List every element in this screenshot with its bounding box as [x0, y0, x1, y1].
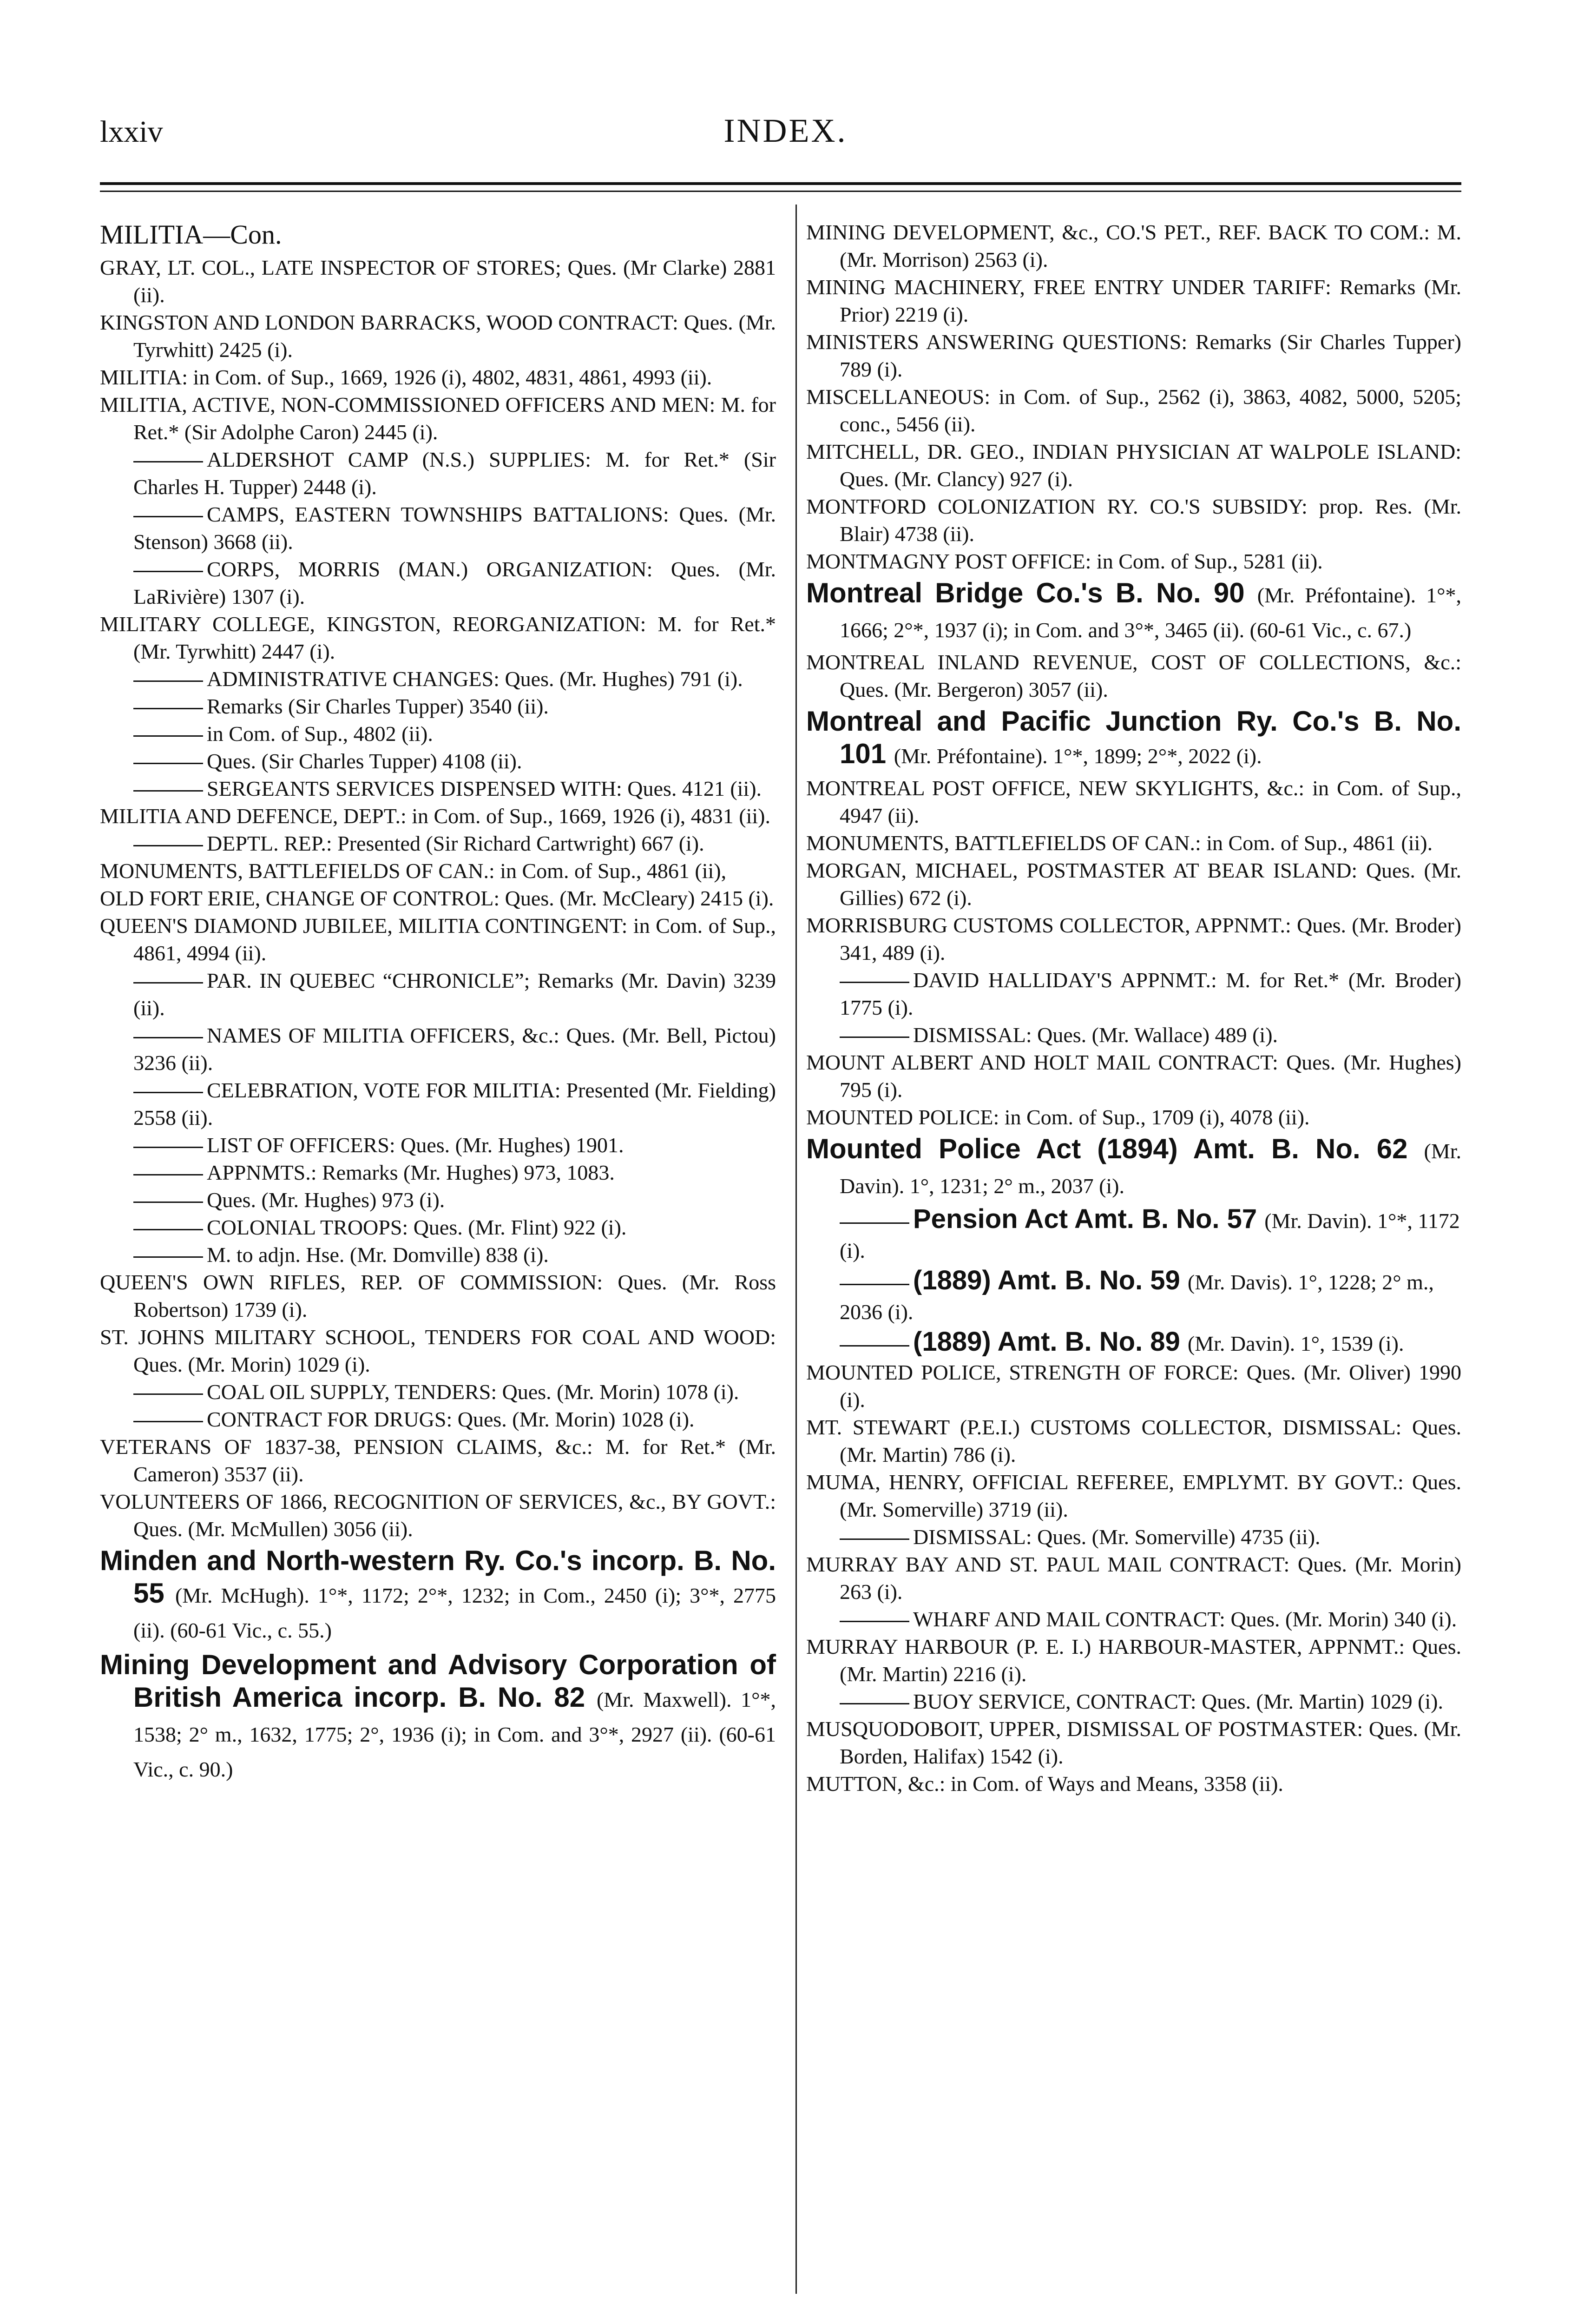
- index-entry: MORRISBURG CUSTOMS COLLECTOR, APPNMT.: Ques. (Mr. Broder) 341, 489 (i).: [806, 913, 1461, 964]
- subentry-text: Ques. (Sir Charles Tupper) 4108 (ii).: [207, 749, 522, 773]
- index-entry: MONTFORD COLONIZATION RY. CO.'S SUBSIDY: prop. Res. (Mr. Blair) 4738 (ii).: [806, 495, 1461, 546]
- section-heading: MILITIA—Con.: [100, 219, 282, 250]
- bill-details: (Mr. McHugh). 1°*, 1172; 2°*, 1232; in Com., 2450 (i); 3°*, 2775 (ii). (60-61 Vic., c. 55.): [133, 1584, 776, 1642]
- ditto-dash: [133, 1256, 203, 1258]
- ditto-dash: [133, 1202, 203, 1203]
- index-subentry: [806, 1688, 1461, 1715]
- bill-title: Mining Development and Advisory Corporation of British America incorp. B. No. 82: [100, 1649, 776, 1713]
- index-entry: MITCHELL, DR. GEO., INDIAN PHYSICIAN AT WALPOLE ISLAND: Ques. (Mr. Clancy) 927 (i).: [806, 440, 1461, 491]
- column-divider: [795, 205, 797, 2294]
- bill-title: Minden and North-western Ry. Co.'s incorp. B. No. 55: [100, 1545, 776, 1609]
- ditto-dash: [133, 1174, 203, 1175]
- index-subentry: [100, 967, 776, 1022]
- bill-details: (Mr. Maxwell). 1°*, 1538; 2° m., 1632, 1775; 2°, 1936 (i); in Com. and 3°*, 2927 (ii). (60-61 Vic., c. 90.): [133, 1688, 776, 1781]
- ditto-dash: [133, 680, 203, 682]
- index-subentry: [100, 446, 776, 501]
- index-entry: MURRAY HARBOUR (P. E. I.) HARBOUR-MASTER, APPNMT.: Ques. (Mr. Martin) 2216 (i).: [806, 1635, 1461, 1686]
- ditto-dash: [133, 461, 203, 462]
- index-subentry: [100, 1131, 776, 1159]
- bill-title: Montreal Bridge Co.'s B. No. 90: [806, 577, 1257, 608]
- index-subentry: [100, 1022, 776, 1076]
- bill-title: (1889) Amt. B. No. 59: [913, 1265, 1188, 1295]
- bill-details: (Mr. Davis). 1°, 1228; 2° m., 2036 (i).: [840, 1270, 1434, 1324]
- index-entry: MILITIA: in Com. of Sup., 1669, 1926 (i), 4802, 4831, 4861, 4993 (ii).: [100, 365, 712, 389]
- index-entry: MINING MACHINERY, FREE ENTRY UNDER TARIFF: Remarks (Mr. Prior) 2219 (i).: [806, 275, 1461, 326]
- ditto-dash: [840, 1284, 909, 1285]
- index-entry: ST. JOHNS MILITARY SCHOOL, TENDERS FOR COAL AND WOOD: Ques. (Mr. Morin) 1029 (i).: [100, 1325, 776, 1376]
- index-entry: MOUNTED POLICE: in Com. of Sup., 1709 (i), 4078 (ii).: [806, 1105, 1310, 1129]
- index-subentry: [100, 665, 776, 693]
- index-subentry: [100, 1159, 776, 1186]
- index-subentry: [100, 747, 776, 775]
- index-entry: MISCELLANEOUS: in Com. of Sup., 2562 (i), 3863, 4082, 5000, 5205; conc., 5456 (ii).: [806, 385, 1461, 436]
- index-entry: MONTREAL INLAND REVENUE, COST OF COLLECTIONS, &c.: Ques. (Mr. Bergeron) 3057 (ii).: [806, 650, 1461, 701]
- index-entry: MORGAN, MICHAEL, POSTMASTER AT BEAR ISLAND: Ques. (Mr. Gillies) 672 (i).: [806, 858, 1461, 910]
- index-entry: GRAY, LT. COL., LATE INSPECTOR OF STORES; Ques. (Mr Clarke) 2881 (ii).: [100, 256, 776, 307]
- index-subentry: [100, 555, 776, 610]
- subentry-text: SERGEANTS SERVICES DISPENSED WITH: Ques. 4121 (ii).: [207, 777, 762, 800]
- bill-entry: [806, 1133, 1461, 1202]
- index-subentry: [100, 1241, 776, 1268]
- index-entry: MONTREAL POST OFFICE, NEW SKYLIGHTS, &c.: in Com. of Sup., 4947 (ii).: [806, 776, 1461, 827]
- ditto-dash: [133, 790, 203, 792]
- bill-subentry: [806, 1327, 1461, 1359]
- ditto-dash: [133, 1037, 203, 1038]
- index-subentry: [806, 1021, 1461, 1049]
- index-entry: MONTMAGNY POST OFFICE: in Com. of Sup., 5281 (ii).: [806, 549, 1323, 573]
- subentry-text: NAMES OF MILITIA OFFICERS, &c.: Ques. (Mr. Bell, Pictou) 3236 (ii).: [133, 1023, 776, 1075]
- page-number: lxxiv: [100, 115, 163, 149]
- left-column: [100, 218, 776, 1788]
- ditto-dash: [840, 1222, 909, 1224]
- page-title: INDEX.: [723, 112, 848, 149]
- bill-entry: [806, 577, 1461, 647]
- ditto-dash: [133, 763, 203, 764]
- subentry-text: PAR. IN QUEBEC “CHRONICLE”; Remarks (Mr. Davin) 3239 (ii).: [133, 969, 776, 1020]
- bill-subentry: [806, 1266, 1461, 1327]
- ditto-dash: [133, 571, 203, 572]
- index-subentry: [100, 1186, 776, 1214]
- bill-title: (1889) Amt. B. No. 89: [913, 1327, 1188, 1357]
- bill-details: (Mr. Préfontaine). 1°*, 1666; 2°*, 1937 (i); in Com. and 3°*, 3465 (ii). (60-61 Vic., c. 67.): [840, 583, 1461, 642]
- subentry-text: in Com. of Sup., 4802 (ii).: [207, 722, 433, 746]
- bill-entry: [806, 705, 1461, 772]
- ditto-dash: [133, 1147, 203, 1148]
- subentry-text: WHARF AND MAIL CONTRACT: Ques. (Mr. Morin) 340 (i).: [913, 1607, 1457, 1631]
- ditto-dash: [133, 1229, 203, 1230]
- index-subentry: [100, 1076, 776, 1131]
- subentry-text: DAVID HALLIDAY'S APPNMT.: M. for Ret.* (Mr. Broder) 1775 (i).: [840, 968, 1461, 1019]
- subentry-text: DISMISSAL: Ques. (Mr. Wallace) 489 (i).: [913, 1023, 1278, 1047]
- header-rule-thin: [100, 191, 1461, 192]
- index-subentry: [100, 1378, 776, 1406]
- index-entry: MT. STEWART (P.E.I.) CUSTOMS COLLECTOR, DISMISSAL: Ques. (Mr. Martin) 786 (i).: [806, 1415, 1461, 1466]
- subentry-text: CAMPS, EASTERN TOWNSHIPS BATTALIONS: Ques. (Mr. Stenson) 3668 (ii).: [133, 502, 776, 554]
- index-subentry: [806, 966, 1461, 1021]
- subentry-text: COLONIAL TROOPS: Ques. (Mr. Flint) 922 (i).: [207, 1215, 627, 1239]
- index-entry: MOUNTED POLICE, STRENGTH OF FORCE: Ques. (Mr. Oliver) 1990 (i).: [806, 1360, 1461, 1412]
- subentry-text: ADMINISTRATIVE CHANGES: Ques. (Mr. Hughes) 791 (i).: [207, 667, 743, 691]
- bill-entry: [100, 1649, 776, 1786]
- subentry-text: APPNMTS.: Remarks (Mr. Hughes) 973, 1083.: [207, 1161, 615, 1184]
- index-subentry: [806, 1605, 1461, 1633]
- header-rule: [100, 182, 1461, 185]
- ditto-dash: [840, 982, 909, 983]
- bill-subentry: [806, 1204, 1461, 1266]
- subentry-text: M. to adjn. Hse. (Mr. Domville) 838 (i).: [207, 1243, 549, 1267]
- index-entry: MONUMENTS, BATTLEFIELDS OF CAN.: in Com. of Sup., 4861 (ii),: [100, 859, 727, 883]
- subentry-text: CONTRACT FOR DRUGS: Ques. (Mr. Morin) 1028 (i).: [207, 1407, 695, 1431]
- ditto-dash: [840, 1345, 909, 1347]
- bill-details: (Mr. Davin). 1°, 1231; 2° m., 2037 (i).: [840, 1139, 1461, 1198]
- subentry-text: CELEBRATION, VOTE FOR MILITIA: Presented (Mr. Fielding) 2558 (ii).: [133, 1078, 776, 1129]
- index-entry: QUEEN'S OWN RIFLES, REP. OF COMMISSION: Ques. (Mr. Ross Robertson) 1739 (i).: [100, 1270, 776, 1321]
- index-entry: MILITARY COLLEGE, KINGSTON, REORGANIZATION: M. for Ret.* (Mr. Tyrwhitt) 2447 (i).: [100, 612, 776, 663]
- index-entry: KINGSTON AND LONDON BARRACKS, WOOD CONTRACT: Ques. (Mr. Tyrwhitt) 2425 (i).: [100, 310, 776, 362]
- index-subentry: [100, 720, 776, 747]
- subentry-text: Ques. (Mr. Hughes) 973 (i).: [207, 1188, 445, 1212]
- index-subentry: [100, 775, 776, 802]
- subentry-text: ALDERSHOT CAMP (N.S.) SUPPLIES: M. for Ret.* (Sir Charles H. Tupper) 2448 (i).: [133, 448, 776, 499]
- bill-details: (Mr. Davin). 1°*, 1172 (i).: [840, 1209, 1460, 1262]
- subentry-text: COAL OIL SUPPLY, TENDERS: Ques. (Mr. Morin) 1078 (i).: [207, 1380, 739, 1404]
- index-entry: VOLUNTEERS OF 1866, RECOGNITION OF SERVICES, &c., BY GOVT.: Ques. (Mr. McMullen) 3056 (ii).: [100, 1490, 776, 1541]
- subentry-text: LIST OF OFFICERS: Ques. (Mr. Hughes) 1901.: [207, 1133, 624, 1157]
- bill-entry: [100, 1545, 776, 1647]
- ditto-dash: [133, 1393, 203, 1395]
- subentry-text: Remarks (Sir Charles Tupper) 3540 (ii).: [207, 694, 549, 718]
- index-subentry: [100, 501, 776, 555]
- index-subentry: [100, 1214, 776, 1241]
- ditto-dash: [133, 735, 203, 737]
- subentry-text: DISMISSAL: Ques. (Mr. Somerville) 4735 (ii).: [913, 1525, 1321, 1549]
- index-entry: MUSQUODOBOIT, UPPER, DISMISSAL OF POSTMASTER: Ques. (Mr. Borden, Halifax) 1542 (i).: [806, 1717, 1461, 1768]
- ditto-dash: [133, 1421, 203, 1422]
- index-entry: MUTTON, &c.: in Com. of Ways and Means, 3358 (ii).: [806, 1772, 1283, 1796]
- index-subentry: [100, 830, 776, 857]
- bill-title: Montreal and Pacific Junction Ry. Co.'s B. No. 101: [806, 706, 1461, 769]
- index-entry: MINISTERS ANSWERING QUESTIONS: Remarks (Sir Charles Tupper) 789 (i).: [806, 330, 1461, 381]
- index-entry: OLD FORT ERIE, CHANGE OF CONTROL: Ques. (Mr. McCleary) 2415 (i).: [100, 886, 774, 910]
- index-entry: VETERANS OF 1837-38, PENSION CLAIMS, &c.: M. for Ret.* (Mr. Cameron) 3537 (ii).: [100, 1435, 776, 1486]
- index-subentry: [100, 1406, 776, 1433]
- subentry-text: CORPS, MORRIS (MAN.) ORGANIZATION: Ques. (Mr. LaRivière) 1307 (i).: [133, 557, 776, 608]
- ditto-dash: [840, 1538, 909, 1540]
- ditto-dash: [133, 1092, 203, 1093]
- ditto-dash: [840, 1037, 909, 1038]
- ditto-dash: [133, 708, 203, 709]
- index-entry: QUEEN'S DIAMOND JUBILEE, MILITIA CONTINGENT: in Com. of Sup., 4861, 4994 (ii).: [100, 914, 776, 965]
- index-entry: MOUNT ALBERT AND HOLT MAIL CONTRACT: Ques. (Mr. Hughes) 795 (i).: [806, 1050, 1461, 1102]
- ditto-dash: [840, 1621, 909, 1622]
- bill-title: Mounted Police Act (1894) Amt. B. No. 62: [806, 1133, 1424, 1164]
- index-subentry: [806, 1523, 1461, 1551]
- subentry-text: BUOY SERVICE, CONTRACT: Ques. (Mr. Martin) 1029 (i).: [913, 1690, 1443, 1713]
- ditto-dash: [840, 1703, 909, 1704]
- right-column: [806, 218, 1461, 1797]
- index-subentry: [100, 693, 776, 720]
- index-entry: MUMA, HENRY, OFFICIAL REFEREE, EMPLYMT. BY GOVT.: Ques. (Mr. Somerville) 3719 (ii).: [806, 1470, 1461, 1521]
- index-entry: MINING DEVELOPMENT, &c., CO.'S PET., REF. BACK TO COM.: M. (Mr. Morrison) 2563 (i).: [806, 220, 1461, 271]
- subentry-text: DEPTL. REP.: Presented (Sir Richard Cartwright) 667 (i).: [207, 832, 704, 855]
- ditto-dash: [133, 516, 203, 517]
- ditto-dash: [133, 845, 203, 846]
- index-entry: MILITIA AND DEFENCE, DEPT.: in Com. of Sup., 1669, 1926 (i), 4831 (ii).: [100, 804, 770, 828]
- index-entry: MILITIA, ACTIVE, NON-COMMISSIONED OFFICERS AND MEN: M. for Ret.* (Sir Adolphe Caron) 2445 (i).: [100, 393, 776, 444]
- bill-title: Pension Act Amt. B. No. 57: [913, 1204, 1265, 1234]
- index-entry: MURRAY BAY AND ST. PAUL MAIL CONTRACT: Ques. (Mr. Morin) 263 (i).: [806, 1552, 1461, 1604]
- bill-details: (Mr. Préfontaine). 1°*, 1899; 2°*, 2022 (i).: [894, 744, 1262, 768]
- ditto-dash: [133, 982, 203, 984]
- bill-details: (Mr. Davin). 1°, 1539 (i).: [1187, 1332, 1404, 1355]
- index-entry: MONUMENTS, BATTLEFIELDS OF CAN.: in Com. of Sup., 4861 (ii).: [806, 831, 1433, 855]
